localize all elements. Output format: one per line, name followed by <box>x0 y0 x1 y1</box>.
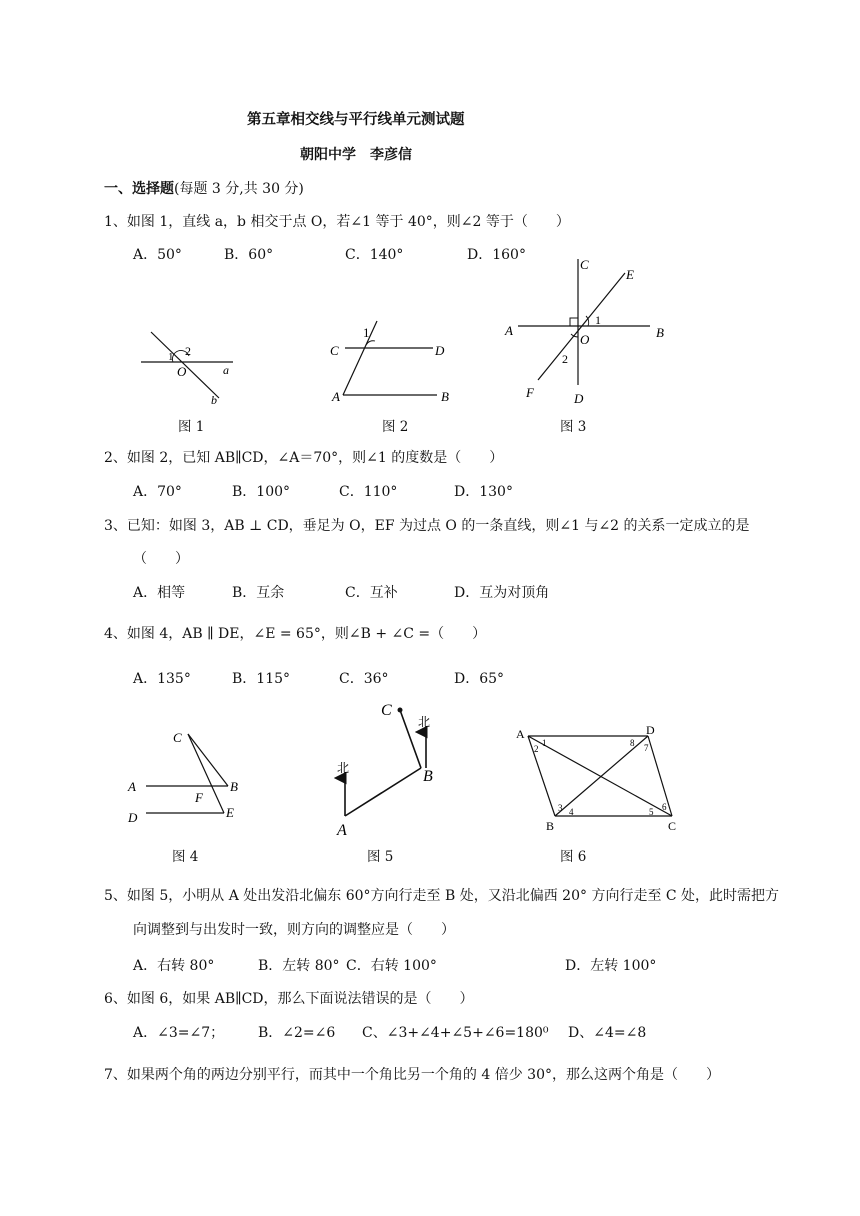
q3-option-c: C．互补 <box>345 585 398 601</box>
question-4: 4、如图 4，AB ∥ DE，∠E = 65°，则∠B + ∠C =（ ） <box>104 626 487 642</box>
fig6-point-d: D <box>646 723 655 737</box>
fig3-point-d: D <box>574 391 584 406</box>
q5-option-d: D．左转 100° <box>565 958 657 974</box>
question-3: 3、已知：如图 3，AB ⊥ CD，垂足为 O，EF 为过点 O 的一条直线，则∠1 与∠2 的关系一定成立的是 <box>104 518 750 534</box>
figure-1-caption: 图 1 <box>178 419 205 435</box>
fig1-point-o: O <box>177 364 187 379</box>
fig6-point-b: B <box>546 819 555 833</box>
author-line: 朝阳中学 李彦信 <box>300 147 412 163</box>
fig3-point-o: O <box>580 332 590 347</box>
fig3-angle1-label: 1 <box>595 313 601 327</box>
q2-option-a: A．70° <box>133 484 182 500</box>
fig6-angle8: 8 <box>630 738 635 748</box>
q1-option-b: B．60° <box>224 247 274 263</box>
question-7: 7、如果两个角的两边分别平行，而其中一个角比另一个角的 4 倍少 30°，那么这两个角是（ ） <box>104 1067 720 1083</box>
section-note: (每题 3 分,共 30 分) <box>174 181 304 197</box>
fig4-point-a: A <box>128 779 136 794</box>
fig6-angle5: 5 <box>649 807 654 817</box>
q5-option-a: A．右转 80° <box>133 958 215 974</box>
question-6: 6、如图 6，如果 AB∥CD，那么下面说法错误的是（ ） <box>104 991 474 1007</box>
figure-4-caption: 图 4 <box>172 849 199 865</box>
q6-option-c: C、∠3+∠4+∠5+∠6=180⁰ <box>362 1025 549 1041</box>
fig3-point-a: A <box>505 323 513 338</box>
q4-option-b: B．115° <box>232 671 291 687</box>
fig2-point-a: A <box>332 389 340 404</box>
q5-option-b: B．左转 80° <box>258 958 340 974</box>
fig4-point-e: E <box>226 805 234 820</box>
fig2-angle1-label: 1 <box>363 325 370 340</box>
q1-option-a: A．50° <box>133 247 182 263</box>
figure-2-caption: 图 2 <box>382 419 409 435</box>
fig5-point-b: B <box>423 768 433 785</box>
figure-3-caption: 图 3 <box>560 419 587 435</box>
fig2-point-d: D <box>435 343 445 358</box>
fig3-point-c: C <box>580 257 589 272</box>
q4-option-a: A．135° <box>133 671 191 687</box>
q6-option-a: A．∠3=∠7； <box>133 1025 225 1041</box>
fig5-point-a: A <box>337 822 347 839</box>
fig5-point-c: C <box>381 702 392 719</box>
q4-option-d: D．65° <box>454 671 505 687</box>
fig1-line-b: b <box>211 393 217 407</box>
q3-option-a: A．相等 <box>133 585 186 601</box>
figure-2 <box>325 315 460 410</box>
fig3-point-f: F <box>526 385 534 400</box>
fig6-angle3: 3 <box>558 803 563 813</box>
figure-6-caption: 图 6 <box>560 849 587 865</box>
fig3-angle2-label: 2 <box>562 352 568 366</box>
section-heading <box>104 180 304 198</box>
fig6-angle7: 7 <box>644 743 649 753</box>
fig3-point-b: B <box>656 325 664 340</box>
fig1-angle1-label: 1 <box>168 351 174 363</box>
page-title: 第五章相交线与平行线单元测试题 <box>247 111 465 128</box>
question-2: 2、如图 2，已知 AB∥CD，∠A＝70°，则∠1 的度数是（ ） <box>104 450 504 466</box>
q3-option-d: D．互为对顶角 <box>454 585 550 601</box>
q5-option-c: C．右转 100° <box>346 958 437 974</box>
q2-option-c: C．110° <box>339 484 398 500</box>
q6-option-b: B．∠2=∠6 <box>258 1025 336 1041</box>
fig6-point-c: C <box>668 819 677 833</box>
q3-option-b: B．互余 <box>232 585 285 601</box>
fig4-point-c: C <box>173 730 182 745</box>
q1-option-c: C．140° <box>345 247 404 263</box>
fig2-point-b: B <box>441 389 449 404</box>
fig6-angle2: 2 <box>534 744 539 754</box>
figure-4 <box>120 722 250 832</box>
figure-6 <box>510 722 685 837</box>
fig2-point-c: C <box>330 343 339 358</box>
fig5-north-b: 北 <box>418 715 431 729</box>
fig3-point-e: E <box>626 267 634 282</box>
fig4-point-b: B <box>230 779 238 794</box>
fig6-angle6: 6 <box>662 802 667 812</box>
fig6-point-a: A <box>516 727 525 741</box>
figure-1 <box>135 320 245 410</box>
q4-option-c: C．36° <box>339 671 389 687</box>
q2-option-d: D．130° <box>454 484 513 500</box>
fig4-point-d: D <box>128 810 138 825</box>
question-5-cont: 向调整到与出发时一致，则方向的调整应是（ ） <box>133 922 455 938</box>
fig1-angle2-label: 2 <box>185 344 191 358</box>
question-1: 1、如图 1，直线 a，b 相交于点 O，若∠1 等于 40°，则∠2 等于（ ） <box>104 214 570 230</box>
fig1-line-a: a <box>223 363 229 377</box>
q1-option-d: D．160° <box>467 247 526 263</box>
question-5: 5、如图 5，小明从 A 处出发沿北偏东 60°方向行走至 B 处，又沿北偏西 20° 方向行走至 C 处，此时需把方 <box>104 888 780 904</box>
figure-3 <box>500 255 675 410</box>
question-3-cont: （ ） <box>133 551 189 567</box>
section-label: 一、选择题 <box>104 181 174 197</box>
figure-5 <box>325 698 455 843</box>
fig6-angle1: 1 <box>542 738 547 748</box>
figure-5-caption: 图 5 <box>367 849 394 865</box>
q2-option-b: B．100° <box>232 484 291 500</box>
fig4-point-f: F <box>195 790 203 805</box>
fig6-angle4: 4 <box>569 807 574 817</box>
q6-option-d: D、∠4=∠8 <box>568 1025 647 1041</box>
fig5-north-a: 北 <box>337 761 350 775</box>
